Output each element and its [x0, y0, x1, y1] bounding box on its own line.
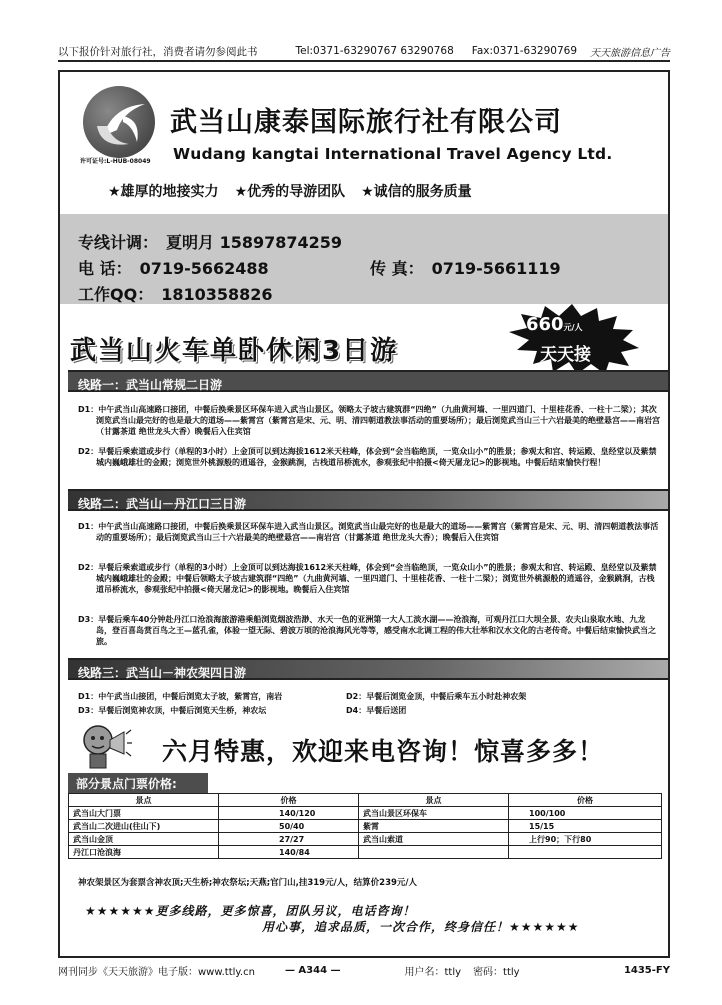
- closing-slogan-1: ★★★★★★更多线路，更多惊喜，团队另议，电话咨询！: [85, 904, 416, 918]
- table-row: [69, 807, 662, 820]
- hotline-label: 专线计调：: [78, 233, 159, 252]
- table-cell: 100/100: [509, 807, 662, 820]
- col-header-spot: 景点: [69, 794, 219, 807]
- route-2-day-2: D2：早餐后乘索道或步行（单程的3小时）上金顶可以到达海拔1612米天柱峰，体会到“会当临绝顶，一览众山小”的胜景；参观太和宫、转运殿、皇经堂以及紫禁城内巍峨雄壮的金殿；中餐后领略太子坡古建筑群“四绝”（九曲黄河墙、一里四道门、十里桂花香、一柱十二梁）；浏览世外桃源般的逍遥谷，金猴跳涧，古栈道吊桥流水，参观张纪中拍摄<倚天屠龙记>的影视地。晚餐后入住宾馆: [78, 563, 657, 594]
- table-row: [69, 833, 662, 846]
- table-cell: 上行90；下行80: [509, 833, 662, 846]
- col-header-spot-2: 景点: [359, 794, 509, 807]
- footer-password: 密码：ttly: [473, 966, 520, 978]
- table-cell: [509, 846, 662, 859]
- tour-title: 武当山火车单卧休闲3日游: [70, 336, 399, 366]
- header-tel: Tel:0371-63290767 63290768: [295, 45, 454, 57]
- table-cell: 武当山二次进山(往山下): [69, 820, 219, 833]
- header-brand: 天天旅游信息广告: [590, 47, 670, 59]
- qq-line: [78, 282, 273, 305]
- agency-name-cn: 武当山康泰国际旅行社有限公司: [170, 107, 562, 138]
- footer-code: 1435-FY: [623, 964, 670, 976]
- agency-slogans: [108, 181, 472, 201]
- table-header-row: [69, 794, 662, 807]
- table-cell: 27/27: [219, 833, 359, 846]
- table-cell: 武当山金顶: [69, 833, 219, 846]
- route-3-day-2: D2：早餐后浏览金顶，中餐后乘车五小时赴神农架: [346, 692, 527, 701]
- route-1-title: 线路一：武当山常规二日游: [68, 370, 668, 392]
- table-cell: 紫霄: [359, 820, 509, 833]
- table-cell: 丹江口沧浪海: [69, 846, 219, 859]
- page-number: — A344 —: [284, 964, 341, 976]
- col-header-price-2: 价格: [509, 794, 662, 807]
- price-tag: [526, 314, 583, 335]
- col-header-price: 价格: [219, 794, 359, 807]
- table-cell: 15/15: [509, 820, 662, 833]
- qq-label: 工作QQ：: [78, 285, 154, 304]
- route-3-day-4: D4：早餐后送团: [346, 706, 407, 715]
- hotline-line: [78, 230, 342, 253]
- fax-value: 0719-5661119: [431, 259, 561, 278]
- header-fax: Fax:0371-63290769: [471, 45, 577, 57]
- table-cell: [359, 846, 509, 859]
- qq-value: 1810358826: [161, 285, 273, 304]
- table-cell: 140/120: [219, 807, 359, 820]
- ticket-price-table: [68, 793, 662, 859]
- table-cell: 50/40: [219, 820, 359, 833]
- phone-value: 0719-5662488: [139, 259, 269, 278]
- table-row: [69, 846, 662, 859]
- ticket-prices-title: 部分景点门票价格:: [68, 773, 208, 793]
- table-cell: 140/84: [219, 846, 359, 859]
- footer-sync: 网刊同步《天天旅游》电子版：www.ttly.cn: [58, 966, 255, 978]
- price-value: 660: [526, 314, 564, 335]
- route-1-day-2: D2：早餐后乘索道或步行（单程的3小时）上金顶可以到达海拔1612米天柱峰，体会到“会当临绝顶，一览众山小”的胜景；参观太和宫、转运殿、皇经堂以及紫禁城内巍峨雄壮的金殿；浏览世外桃源般的逍遥谷，金猴跳涧，古栈道吊桥流水，参观张纪中拍摄<倚天屠龙记>的影视地。中餐后结束愉快行程！: [78, 447, 657, 467]
- table-cell: 武当山索道: [359, 833, 509, 846]
- table-cell: 武当山大门票: [69, 807, 219, 820]
- promo-banner: 六月特惠，欢迎来电咨询！惊喜多多！: [162, 737, 605, 766]
- megaphone-mascot-icon: [80, 722, 132, 772]
- route-1-day-1: D1：中午武当山高速路口接团，中餐后换乘景区环保车进入武当山景区。领略太子坡古建筑群“四绝”（九曲黄河墙、一里四道门、十里桂花香、一柱十二梁）；其次浏览武当山最完好的也是最大的道场——紫霄宫（紫霄宫是宋、元、明、清四朝道教法事活动的重要场所）；最后浏览武当山三十六岩最美的绝壁悬宫——南岩宫（甘露茶道 绝世龙头大香）晚餐后入住宾馆: [78, 405, 660, 436]
- ticket-footnote: 神农架景区为套票含神农顶;天生桥;神农祭坛;天燕;官门山,挂319元/人，结算价239元/人: [78, 878, 418, 888]
- table-row: [69, 820, 662, 833]
- closing-slogan-2: 用心事，追求品质，一次合作，终身信任！★★★★★★: [262, 920, 580, 934]
- footer-bar: [58, 960, 670, 980]
- route-2-title: 线路二：武当山－丹江口三日游: [68, 489, 668, 511]
- footer-username: 用户名：ttly: [404, 966, 462, 978]
- fax-line: [370, 256, 561, 279]
- slogan-guides: ★优秀的导游团队: [234, 184, 346, 200]
- route-2-day-1: D1：中午武当山高速路口接团，中餐后换乘景区环保车进入武当山景区。浏览武当山最完好的也是最大的道场——紫霄宫（紫霄宫是宋、元、明、清四朝道教法事活动的重要场所）；最后浏览武当山三十六岩最美的绝壁悬宫——南岩宫（甘露茶道 绝世龙头大香）；晚餐后入住宾馆: [78, 522, 659, 542]
- top-header-bar: [58, 42, 670, 62]
- phone-line: [78, 256, 269, 279]
- daily-departure: 天天接: [540, 345, 591, 365]
- fax-label: 传 真：: [370, 259, 424, 278]
- license-number: 许可证号:L-HUB-08049: [80, 158, 151, 165]
- price-unit: 元/人: [563, 323, 583, 332]
- route-3-day-1: D1：中午武当山接团，中餐后浏览太子坡，紫霄宫，南岩: [78, 692, 283, 701]
- slogan-service: ★诚信的服务质量: [361, 184, 472, 200]
- agency-logo: [83, 86, 155, 158]
- table-cell: 武当山景区环保车: [359, 807, 509, 820]
- swirl-logo-icon: [83, 86, 155, 158]
- route-3-title: 线路三：武当山－神农架四日游: [68, 658, 668, 680]
- phone-label: 电 话：: [78, 259, 132, 278]
- hotline-value: 夏明月 15897874259: [166, 233, 343, 252]
- route-2-day-3: D3：早餐后乘车40分钟赴丹江口沧浪海旅游港乘船浏览烟波浩渺、水天一色的亚洲第一大人工淡水湖——沧浪海，可观丹江口大坝全景、农夫山泉取水地、九龙岛，登百喜岛赏百鸟之王—蓝孔雀，体验一望无际、碧波万顷的沧浪海风光等等，感受南水北调工程的伟大壮举和汉水文化的古老传奇。中餐后结束愉快武当之旅。: [78, 615, 656, 646]
- header-notice: 以下报价针对旅行社，消费者请勿参阅此书: [58, 45, 258, 58]
- agency-name-en: Wudang kangtai International Travel Agency Ltd.: [173, 145, 613, 163]
- slogan-strength: ★雄厚的地接实力: [108, 184, 219, 200]
- route-3-day-3: D3：早餐后浏览神农顶，中餐后浏览天生桥，神农坛: [78, 706, 267, 715]
